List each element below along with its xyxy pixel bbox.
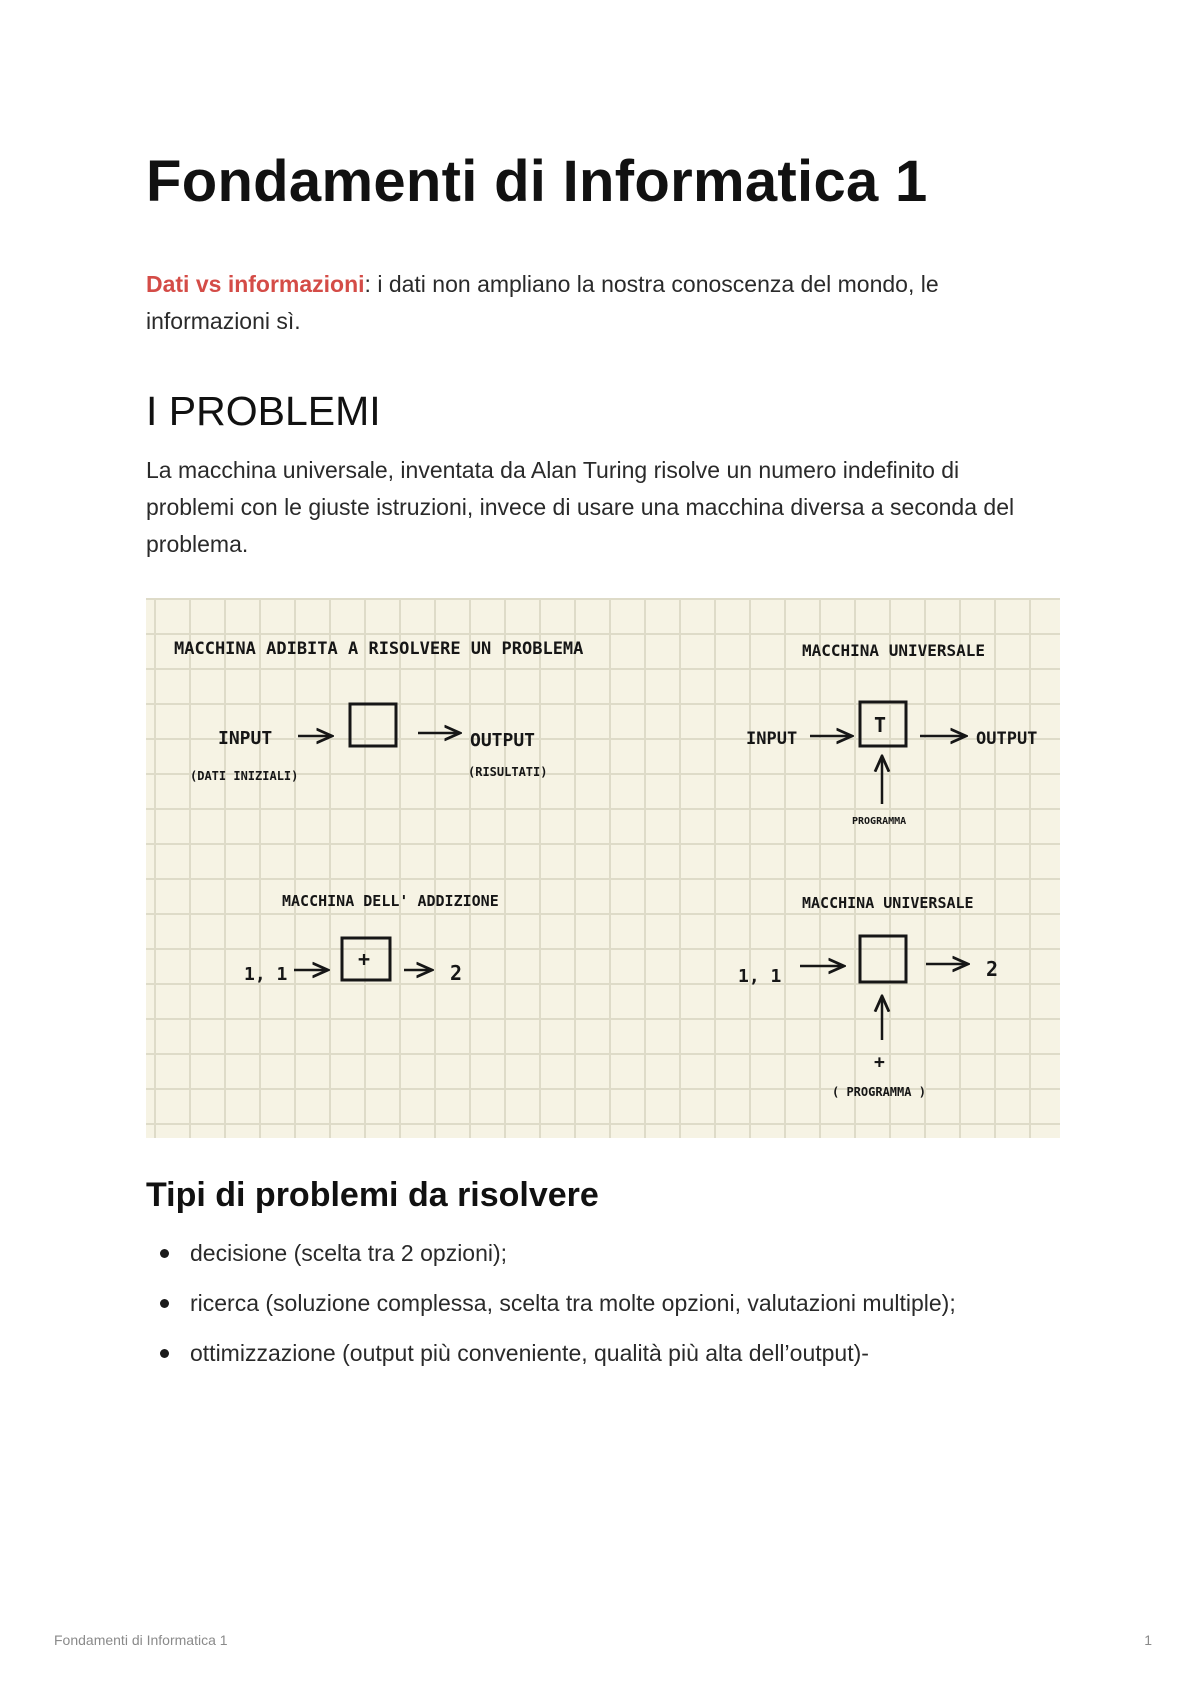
footer-title: Fondamenti di Informatica 1 bbox=[54, 1632, 228, 1648]
page-title: Fondamenti di Informatica 1 bbox=[146, 149, 928, 214]
intro-paragraph bbox=[146, 266, 1046, 340]
sketch-bl-input: 1, 1 bbox=[244, 964, 288, 985]
sketch-bl-box-label: + bbox=[358, 947, 371, 971]
intro-text: : i dati non ampliano la nostra conoscenza del mondo, le informazioni sì. bbox=[146, 271, 939, 334]
sketch-tr-output: OUTPUT bbox=[976, 729, 1038, 749]
handwritten-sketch bbox=[146, 598, 1060, 1138]
list-item-text: decisione (scelta tra 2 opzioni); bbox=[190, 1240, 508, 1266]
sketch-tl-input-note: (DATI INIZIALI) bbox=[190, 769, 299, 783]
sketch-br-input: 1, 1 bbox=[738, 966, 782, 987]
sketch-tl-box bbox=[350, 704, 396, 746]
sketch-tl-title: MACCHINA ADIBITA A RISOLVERE UN PROBLEMA bbox=[174, 639, 584, 659]
sketch-br-box bbox=[860, 936, 906, 982]
sketch-tl-input: INPUT bbox=[218, 728, 273, 749]
sketch-tl-output: OUTPUT bbox=[470, 730, 536, 751]
sketch-bl-title: MACCHINA DELL' ADDIZIONE bbox=[282, 892, 499, 910]
section-paragraph: La macchina universale, inventata da Alan Turing risolve un numero indefinito di problemi con le giuste istruzioni, invece di usare una macchina diversa a seconda del problema. bbox=[146, 457, 1015, 557]
sketch-tr-box-label: T bbox=[874, 713, 887, 737]
sketch-bl-output: 2 bbox=[450, 961, 463, 985]
list-item-text: ricerca (soluzione complessa, scelta tra molte opzioni, valutazioni multiple); bbox=[190, 1290, 956, 1316]
sketch-drawing bbox=[146, 598, 1060, 1138]
section-heading: I PROBLEMI bbox=[146, 388, 381, 434]
sketch-tl-output-note: (RISULTATI) bbox=[468, 765, 548, 779]
sketch-br-output: 2 bbox=[986, 957, 999, 981]
intro-term: Dati vs informazioni bbox=[146, 271, 365, 297]
sketch-br-below-note: ( PROGRAMMA ) bbox=[832, 1085, 926, 1099]
bullet-icon bbox=[160, 1249, 169, 1258]
sketch-br-title: MACCHINA UNIVERSALE bbox=[802, 894, 974, 912]
list-item-text: ottimizzazione (output più conveniente, qualità più alta dell’output)- bbox=[190, 1340, 869, 1366]
list-item bbox=[146, 1236, 1106, 1270]
sketch-tr-title: MACCHINA UNIVERSALE bbox=[802, 641, 986, 660]
sketch-tr-below: PROGRAMMA bbox=[852, 816, 907, 827]
bullet-icon bbox=[160, 1299, 169, 1308]
bullet-icon bbox=[160, 1349, 169, 1358]
list-item bbox=[146, 1286, 1106, 1320]
subsection-heading: Tipi di problemi da risolvere bbox=[146, 1176, 599, 1214]
problem-types-list bbox=[146, 1236, 1106, 1386]
sketch-br-below-symbol: + bbox=[874, 1052, 885, 1073]
footer-page-number: 1 bbox=[1144, 1632, 1152, 1648]
list-item bbox=[146, 1336, 1106, 1370]
sketch-tr-input: INPUT bbox=[746, 729, 798, 749]
